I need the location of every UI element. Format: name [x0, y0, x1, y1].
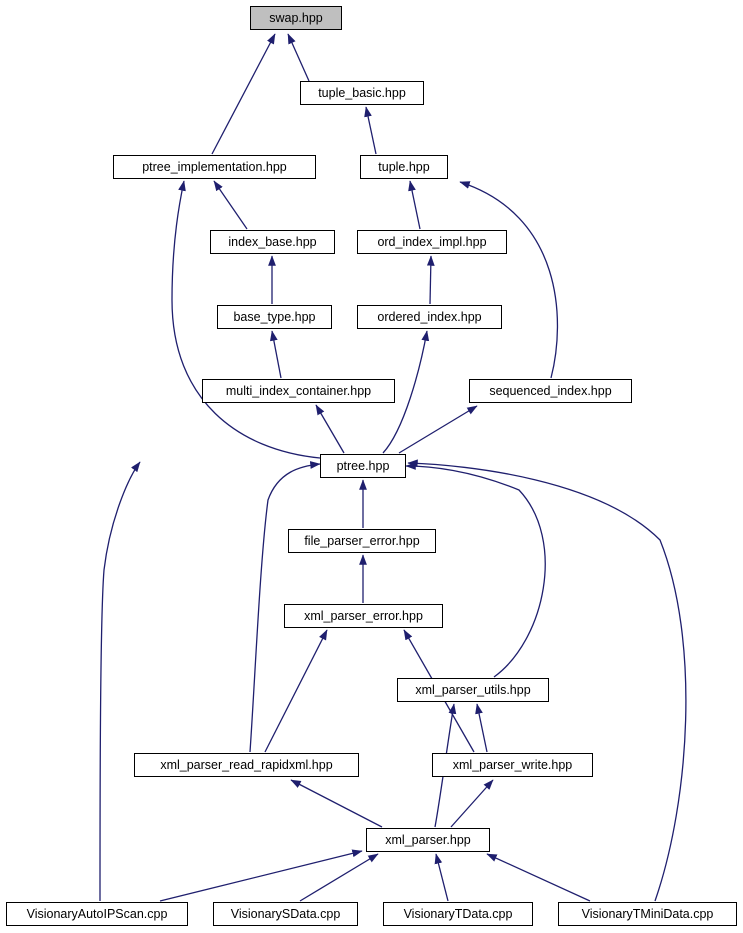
node-visionary-tdata[interactable] [383, 902, 533, 926]
node-base-type[interactable] [217, 305, 332, 329]
node-tuple-basic[interactable] [300, 81, 424, 105]
node-label: index_base.hpp [228, 234, 317, 249]
node-label: ordered_index.hpp [377, 309, 482, 324]
node-label: multi_index_container.hpp [225, 383, 372, 398]
node-index-base[interactable] [210, 230, 335, 254]
node-label: xml_parser_write.hpp [452, 757, 573, 772]
node-label: ptree_implementation.hpp [142, 159, 287, 174]
node-xml-parser-read-rapidxml[interactable] [134, 753, 359, 777]
node-label: xml_parser_error.hpp [304, 608, 423, 623]
node-label: VisionaryTMiniData.cpp [581, 906, 714, 921]
node-swap[interactable] [250, 6, 342, 30]
node-label: swap.hpp [269, 10, 323, 25]
node-label: tuple_basic.hpp [318, 85, 406, 100]
node-ordered-index[interactable] [357, 305, 502, 329]
node-label: base_type.hpp [233, 309, 316, 324]
node-label: file_parser_error.hpp [304, 533, 420, 548]
node-label: VisionaryAutoIPScan.cpp [26, 906, 168, 921]
node-label: ptree.hpp [336, 458, 390, 473]
node-label: xml_parser.hpp [385, 832, 471, 847]
node-label: sequenced_index.hpp [489, 383, 612, 398]
node-label: xml_parser_utils.hpp [415, 682, 531, 697]
node-sequenced-index[interactable] [469, 379, 632, 403]
node-xml-parser-utils[interactable] [397, 678, 549, 702]
node-xml-parser-error[interactable] [284, 604, 443, 628]
node-visionary-sdata[interactable] [213, 902, 358, 926]
node-multi-index-container[interactable] [202, 379, 395, 403]
node-file-parser-error[interactable] [288, 529, 436, 553]
node-visionary-autoipscan[interactable] [6, 902, 188, 926]
node-label: VisionarySData.cpp [230, 906, 341, 921]
node-label: ord_index_impl.hpp [377, 234, 487, 249]
node-label: tuple.hpp [378, 159, 430, 174]
node-ord-index-impl[interactable] [357, 230, 507, 254]
node-xml-parser-write[interactable] [432, 753, 593, 777]
node-label: VisionaryTData.cpp [403, 906, 513, 921]
node-label: xml_parser_read_rapidxml.hpp [160, 757, 333, 772]
node-visionary-tminidata[interactable] [558, 902, 737, 926]
node-tuple[interactable] [360, 155, 448, 179]
node-xml-parser[interactable] [366, 828, 490, 852]
node-ptree-implementation[interactable] [113, 155, 316, 179]
node-ptree[interactable] [320, 454, 406, 478]
